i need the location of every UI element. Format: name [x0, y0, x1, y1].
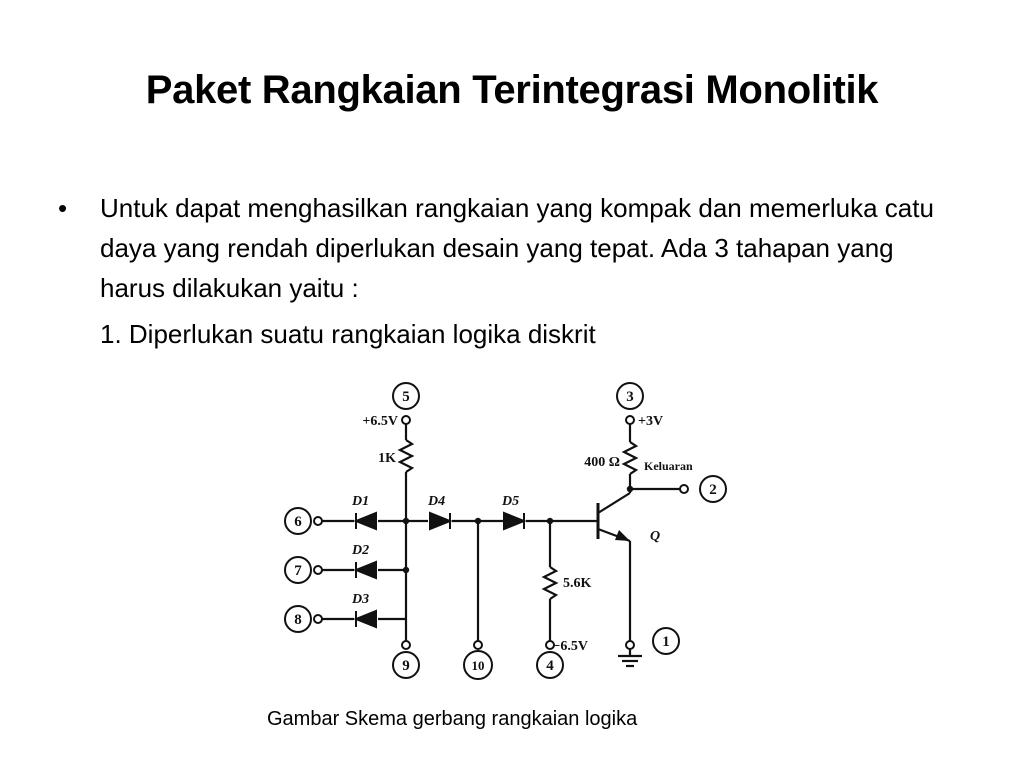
- bullet-item: [58, 188, 958, 308]
- supply-plus-6-5-label: +6.5V: [362, 414, 398, 429]
- pin-8-label: 8: [294, 612, 302, 628]
- diode-d5-label: D5: [502, 494, 520, 509]
- resistor-1k-label: 1K: [378, 451, 396, 466]
- bullet-dot-icon: •: [58, 193, 68, 223]
- diode-d3-label: D3: [352, 592, 370, 607]
- pin-10-label: 10: [471, 658, 485, 673]
- diode-d2-label: D2: [352, 543, 370, 558]
- pin-5-label: 5: [402, 389, 410, 405]
- sub-item: 1. Diperlukan suatu rangkaian logika diskrit: [100, 319, 596, 349]
- supply-plus-3-label: +3V: [638, 414, 664, 429]
- bullet-list: [58, 188, 958, 354]
- pin-3-label: 3: [626, 389, 634, 405]
- pin-1-label: 1: [662, 634, 670, 650]
- pin-9-label: 9: [402, 658, 410, 674]
- pin-2-label: 2: [709, 482, 717, 498]
- figure-caption: Gambar Skema gerbang rangkaian logika: [267, 708, 638, 730]
- output-label: Keluaran: [644, 459, 693, 473]
- transistor-q-label: Q: [650, 529, 661, 544]
- pin-4-label: 4: [546, 658, 554, 674]
- pin-7-label: 7: [294, 563, 302, 579]
- bullet-text: Untuk dapat menghasilkan rangkaian yang kompak dan memerluka catu daya yang rendah diperlukan desain yang tepat. Ada 3 tahapan yang harus dilakukan yaitu :: [100, 193, 934, 303]
- circuit-figure: [270, 362, 750, 684]
- logic-gate-schematic: [270, 362, 750, 684]
- resistor-400-label: 400 Ω: [584, 455, 620, 470]
- resistor-5-6k-label: 5.6K: [563, 576, 592, 591]
- diode-d1-label: D1: [352, 494, 370, 509]
- pin-6-label: 6: [294, 514, 302, 530]
- diode-d4-label: D4: [428, 494, 446, 509]
- slide-title: Paket Rangkaian Terintegrasi Monolitik: [145, 68, 879, 112]
- supply-minus-6-5-label: −6.5V: [552, 639, 588, 654]
